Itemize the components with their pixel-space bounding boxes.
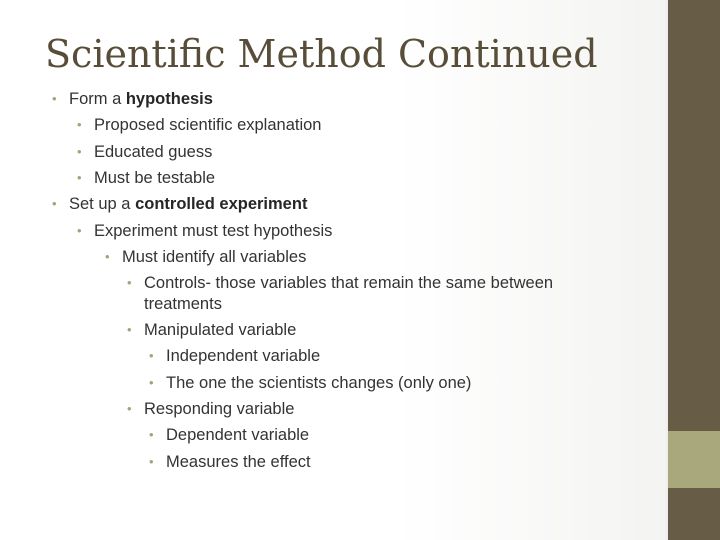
bullet-text: Experiment must test hypothesis xyxy=(94,221,333,240)
bullet-text: Responding variable xyxy=(144,400,295,418)
bullet-marker: • xyxy=(77,143,82,159)
bullet-text xyxy=(69,88,213,110)
bullet-text: Measures the effect xyxy=(166,452,311,471)
bullet-text: Proposed scientific explanation xyxy=(94,116,322,135)
bullet-text: The one the scientists changes (only one) xyxy=(166,373,472,392)
bullet-marker: • xyxy=(149,453,154,469)
bullet-text-bold: hypothesis xyxy=(125,90,213,108)
bullet-marker: • xyxy=(77,222,82,238)
bullet-marker: • xyxy=(149,427,154,443)
bullet-marker: • xyxy=(127,401,132,416)
bullet-marker: • xyxy=(52,91,57,106)
bullet-marker: • xyxy=(77,169,82,185)
bullet-text: Educated guess xyxy=(94,142,213,161)
bullet-text xyxy=(69,193,307,215)
sidebar-accent-block xyxy=(668,431,720,488)
bullet-text: Manipulated variable xyxy=(144,321,297,340)
bullet-marker: • xyxy=(52,196,57,212)
bullet-marker: • xyxy=(149,348,154,364)
bullet-continuation: treatments xyxy=(144,295,222,314)
slide-title: Scientific Method Continued xyxy=(45,32,598,76)
bullet-marker: • xyxy=(127,275,132,291)
bullet-text: Controls- those variables that remain the same between xyxy=(144,274,554,293)
bullet-text: Must identify all variables xyxy=(122,247,307,266)
bullet-marker: • xyxy=(149,374,154,390)
bullet-text-plain: Set up a xyxy=(69,195,136,214)
bullet-marker: • xyxy=(127,322,132,338)
bullet-text: Independent variable xyxy=(166,347,321,366)
bullet-text-bold: controlled experiment xyxy=(135,195,308,214)
bullet-text-plain: Form a xyxy=(69,90,126,108)
bullet-marker: • xyxy=(105,248,110,264)
bullet-text: Must be testable xyxy=(94,168,216,187)
bullet-text: Dependent variable xyxy=(166,426,310,445)
bullet-marker: • xyxy=(77,117,82,133)
